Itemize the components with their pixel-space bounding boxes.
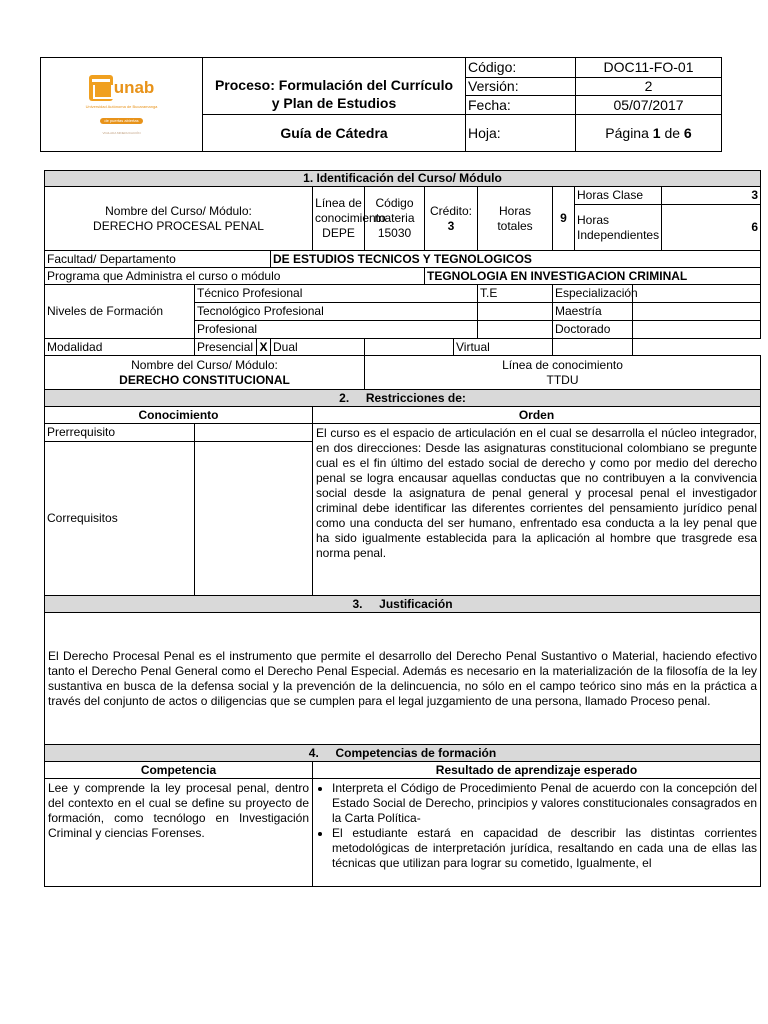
codigo-value: DOC11-FO-01 <box>576 58 722 78</box>
linea-conocimiento: Línea de conocimiento DEPE <box>313 187 365 251</box>
resultado-item: • Interpreta el Código de Procedimiento Penal de acuerdo con la concepción del Estado Social de Derecho, principios y valores constitucionales consagrados en la Carta Política- <box>332 781 757 826</box>
col-competencia: Competencia <box>45 762 313 779</box>
facultad-value: DE ESTUDIOS TECNICOS Y TEGNOLOGICOS <box>271 251 761 268</box>
prior-linea: Línea de conocimiento TTDU <box>365 356 761 390</box>
hoja-label: Hoja: <box>466 114 576 151</box>
horas-clase-value: 3 <box>662 187 761 205</box>
horas-independientes-value: 6 <box>662 205 761 251</box>
section-3-title: 3. Justificación <box>45 596 761 613</box>
section-2-title: 2. Restricciones de: <box>45 390 761 407</box>
nivel-tecnico-mark: T.E <box>478 285 553 303</box>
modalidad-presencial: Presencial <box>195 339 257 356</box>
correquisitos-value <box>195 442 313 596</box>
nivel-doctorado: Doctorado <box>553 321 633 339</box>
correquisitos-label: Correquisitos <box>45 442 195 596</box>
version-value: 2 <box>576 77 722 96</box>
justificacion-text: El Derecho Procesal Penal es el instrumento que permite el desarrollo del Derecho Penal Sustantivo o Material, haciendo efectivo tanto el Derecho Penal General como el Derecho Penal Especial. Además es necesario en la materialización de la filosofía de la ley sustantiva en busca de la defensa social y la prevención de la delincuencia, no sólo en el campo teórico sino más en la práctica a través del conjunto de actos o diligencias que se cumplen para el legal juzgamiento de una persona, llamado Proceso penal. <box>45 613 761 745</box>
nivel-tecnico: Técnico Profesional <box>195 285 478 303</box>
programa-value: TEGNOLOGIA EN INVESTIGACION CRIMINAL <box>425 268 761 285</box>
modalidad-label: Modalidad <box>45 339 195 356</box>
version-label: Versión: <box>466 77 576 96</box>
fecha-value: 05/07/2017 <box>576 96 722 115</box>
competencia-text: Lee y comprende la ley procesal penal, dentro del contexto en el cual se define su proyecto de formación, como tecnólogo en Investigación Criminal y ciencias Forenses. <box>45 779 313 887</box>
nivel-profesional-mark <box>478 321 553 339</box>
facultad-label: Facultad/ Departamento <box>45 251 271 268</box>
doc-title: Guía de Cátedra <box>203 114 466 151</box>
modalidad-dual-mark <box>365 339 454 356</box>
modalidad-dual: Dual <box>271 339 365 356</box>
modalidad-virtual-mark <box>553 339 633 356</box>
resultado-item: • El estudiante estará en capacidad de describir las distintas corrientes metodológicas de interpretación jurídica, resaltando en cada una de ellas las técnicas que utilizan para lograr su cometido, Igualmente, el <box>332 826 757 871</box>
fecha-label: Fecha: <box>466 96 576 115</box>
modalidad-virtual: Virtual <box>454 339 553 356</box>
nivel-maestria-mark <box>633 303 761 321</box>
nivel-doctorado-mark <box>633 321 761 339</box>
nivel-especializacion: Especialización <box>553 285 633 303</box>
col-orden: Orden <box>313 407 761 424</box>
nivel-tecnologico-mark <box>478 303 553 321</box>
document-header <box>40 57 722 152</box>
resultado-list <box>313 779 761 887</box>
col-conocimiento: Conocimiento <box>45 407 313 424</box>
course-guide-table <box>44 170 761 887</box>
nivel-tecnologico: Tecnológico Profesional <box>195 303 478 321</box>
modalidad-presencial-mark: X <box>257 339 271 356</box>
prior-course: Nombre del Curso/ Módulo: DERECHO CONSTITUCIONAL <box>45 356 365 390</box>
page-indicator: Página 1 de 6 <box>576 114 722 151</box>
horas-independientes-label: Horas Independientes <box>575 205 662 251</box>
prerrequisito-label: Prerrequisito <box>45 424 195 442</box>
horas-totales-label: Horas totales <box>478 187 553 251</box>
logo: unab Universidad Autónoma de Bucaramanga de puertas abiertas VIGILADA MINEDUCACIÓN <box>41 58 203 152</box>
prerrequisito-value <box>195 424 313 442</box>
nivel-especializacion-mark <box>633 285 761 303</box>
codigo-materia: Código materia 15030 <box>365 187 425 251</box>
process-title: Proceso: Formulación del Currículo y Plan de Estudios <box>203 58 466 115</box>
credito: Crédito: 3 <box>425 187 478 251</box>
horas-clase-label: Horas Clase <box>575 187 662 205</box>
col-resultado: Resultado de aprendizaje esperado <box>313 762 761 779</box>
nivel-maestria: Maestría <box>553 303 633 321</box>
section-1-title: 1. Identificación del Curso/ Módulo <box>45 171 761 187</box>
horas-totales-value: 9 <box>553 187 575 251</box>
section-4-title: 4. Competencias de formación <box>45 745 761 762</box>
niveles-label: Niveles de Formación <box>45 285 195 339</box>
nivel-profesional: Profesional <box>195 321 478 339</box>
unab-logo-icon <box>89 75 113 101</box>
orden-text: El curso es el espacio de articulación en el cual se desarrolla el núcleo integrador, en dos direcciones: Desde las asignaturas constitucional colombiano se pregunte cual es el fin último del estado social de derecho y como por medio del derecho penal se logra encausar aquellas conductas que no contribuyen a la convivencia social desde la asignatura de penal general y procesal penal el investigador criminal debe identificar las diferentes corrientes del pensamiento jurídico penal como una conducta del ser humano, enfrentado esa conducta a la ley penal que ha sido igualmente establecida para la aplicación al hombre que trasgrede esa norma penal. <box>313 424 761 596</box>
programa-label: Programa que Administra el curso o módulo <box>45 268 425 285</box>
course-name-cell: Nombre del Curso/ Módulo: DERECHO PROCESAL PENAL <box>45 187 313 251</box>
codigo-label: Código: <box>466 58 576 78</box>
